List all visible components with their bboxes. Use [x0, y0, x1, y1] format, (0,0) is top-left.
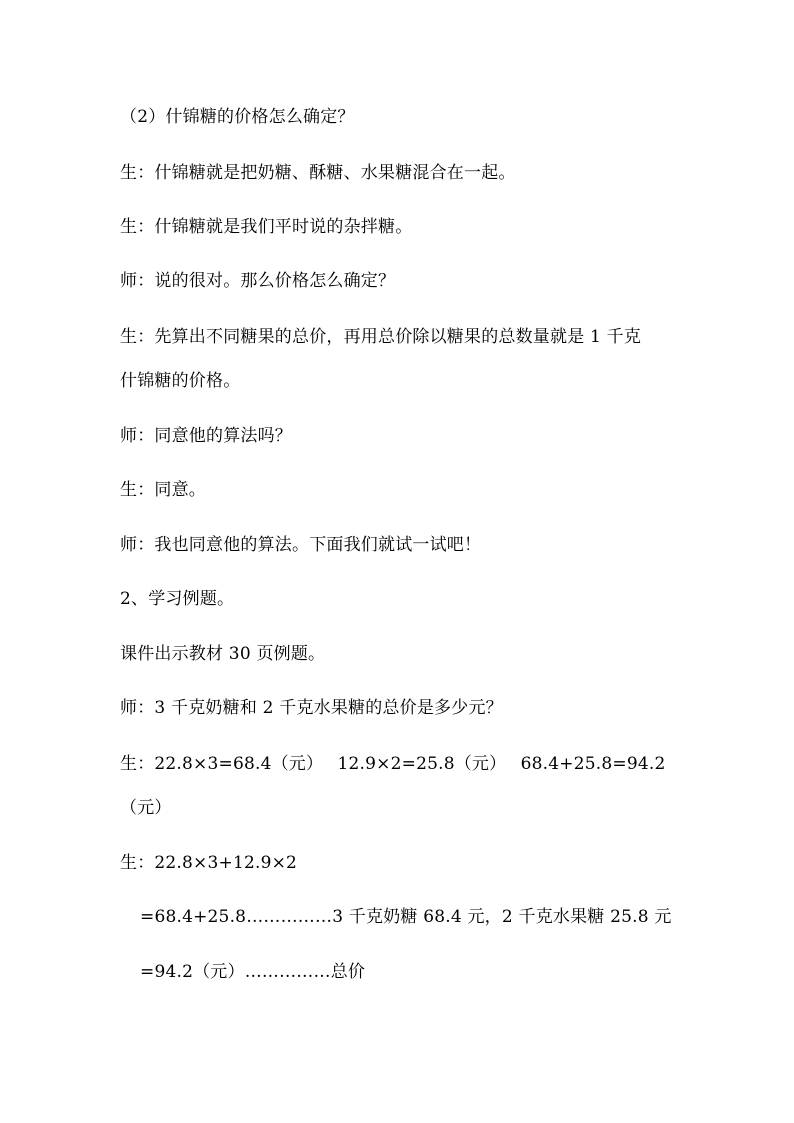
student-calculation-continuation: （元） — [120, 798, 172, 818]
student-answer-line: 生：什锦糖就是把奶糖、酥糖、水果糖混合在一起。 — [120, 163, 516, 183]
teacher-line: 师：同意他的算法吗？ — [120, 426, 292, 446]
calculation-step: =68.4+25.8……………3 千克奶糖 68.4 元，2 千克水果糖 25.8 元 — [140, 907, 672, 927]
teacher-line: 师：说的很对。那么价格怎么确定？ — [120, 271, 396, 291]
student-answer-line: 生：同意。 — [120, 480, 206, 500]
student-answer-continuation: 什锦糖的价格。 — [120, 371, 241, 391]
question-line: （2）什锦糖的价格怎么确定？ — [120, 107, 355, 127]
student-calculation-line: 生：22.8×3=68.4（元） 12.9×2=25.8（元） 68.4+25.8=94.2 — [120, 754, 666, 774]
instruction-line: 课件出示教材 30 页例题。 — [120, 644, 326, 664]
teacher-line: 师：3 千克奶糖和 2 千克水果糖的总价是多少元？ — [120, 698, 503, 718]
student-answer-line: 生：什锦糖就是我们平时说的杂拌糖。 — [120, 217, 413, 237]
student-answer-line: 生：先算出不同糖果的总价，再用总价除以糖果的总数量就是 1 千克 — [120, 327, 642, 347]
teacher-line: 师：我也同意他的算法。下面我们就试一试吧！ — [120, 535, 482, 555]
student-calculation-line: 生：22.8×3+12.9×2 — [120, 853, 298, 873]
section-heading: 2、学习例题。 — [120, 589, 235, 609]
calculation-step: =94.2（元）……………总价 — [140, 962, 366, 982]
